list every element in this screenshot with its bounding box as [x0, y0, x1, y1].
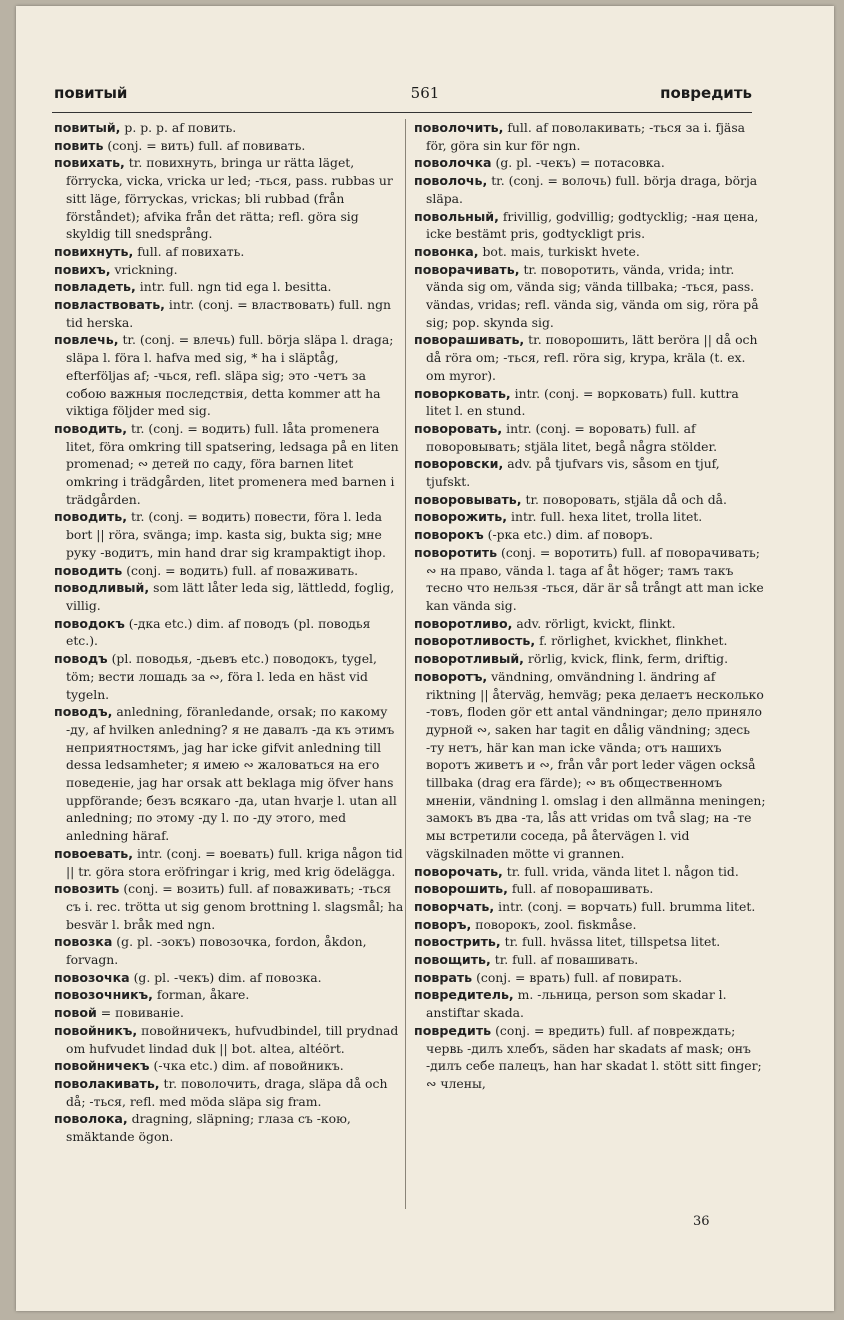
- page-number: 561: [410, 84, 440, 102]
- entry-definition: intr. (conj. = воровать) full. af поворовывать; stjäla litet, begå några stölder.: [426, 420, 718, 454]
- entry-headword: повладеть,: [54, 279, 136, 295]
- dictionary-entry: [54, 845, 406, 880]
- dictionary-entry: [414, 916, 766, 934]
- entry-definition: (g. pl. -чекъ) dim. af повозка.: [133, 969, 322, 985]
- dictionary-entry: [414, 420, 766, 455]
- dictionary-entry: [54, 1075, 406, 1110]
- entry-headword: поворокъ: [414, 527, 484, 543]
- entry-headword: повозка: [54, 934, 113, 950]
- entry-headword: поводъ: [54, 651, 108, 667]
- entry-headword: поворотить: [414, 544, 498, 560]
- entry-definition: f. rörlighet, kvickhet, flinkhet.: [539, 633, 728, 649]
- entry-definition: intr. full. ngn tid ega l. besitta.: [139, 279, 332, 295]
- entry-headword: поворочать,: [414, 863, 503, 879]
- dictionary-entry: [414, 650, 766, 668]
- entry-definition: intr. (conj. = воевать) full. kriga någon tid || tr. göra stora eröfringar i krig, med krig ödelägga.: [66, 845, 403, 879]
- entry-headword: поворожить,: [414, 509, 508, 525]
- entry-headword: повольный,: [414, 208, 499, 224]
- dictionary-entry: [414, 951, 766, 969]
- entry-definition: adv. rörligt, kvickt, flinkt.: [516, 615, 676, 631]
- dictionary-entry: [414, 243, 766, 261]
- entry-definition: tr. поворошить, lätt beröra || då och då röra om; -ться, refl. röra sig, krypa, kräla (t. ex. om myror).: [426, 332, 758, 383]
- entry-headword: повихнуть,: [54, 243, 134, 259]
- entry-definition: = повиваніе.: [100, 1005, 184, 1021]
- entry-headword: повластвовать,: [54, 297, 165, 313]
- entry-headword: поворотливо,: [414, 615, 513, 631]
- dictionary-entry: [54, 261, 406, 279]
- dictionary-entry: [414, 615, 766, 633]
- dictionary-entry: [414, 154, 766, 172]
- column-divider: [405, 119, 406, 1209]
- dictionary-entry: [54, 278, 406, 296]
- dictionary-entry: [54, 880, 406, 933]
- dictionary-entry: [54, 703, 406, 845]
- entry-definition: vrickning.: [114, 261, 178, 277]
- dictionary-entry: [54, 1022, 406, 1057]
- dictionary-entry: [54, 969, 406, 987]
- entry-definition: поворокъ, zool. fiskmåse.: [475, 916, 637, 932]
- dictionary-entry: [414, 526, 766, 544]
- dictionary-page: [16, 6, 834, 1311]
- dictionary-entry: [414, 933, 766, 951]
- entry-headword: повредить: [414, 1022, 492, 1038]
- entry-definition: full. af поворашивать.: [511, 881, 654, 897]
- entry-headword: поводливый,: [54, 580, 150, 596]
- entry-headword: поворашивать,: [414, 332, 525, 348]
- entry-headword: поворовать,: [414, 420, 503, 436]
- entry-headword: поволочить,: [414, 120, 504, 135]
- entry-headword: повощить,: [414, 952, 491, 968]
- header-right-headword: повредить: [660, 84, 752, 102]
- entry-definition: anledning, föranledande, orsak; по какому -ду, af hvilken anledning? я не давалъ -да къ этимъ неприятностямъ, jag har icke gifvit anledning till dessa ledsamheter; я имею ∾ жаловаться на его поведеніе, jag har orsak att beklaga mig öfver hans uppförande; безъ всякаго -да, utan hvarje l. utan all anledning; по этому -ду l. по -ду этого, med anledning häraf.: [66, 704, 397, 844]
- dictionary-entry: [54, 296, 406, 331]
- entry-definition: (pl. поводья, -дьевъ etc.) поводокъ, tygel, töm; вести лошадь за ∾, föra l. leda en häst vid tygeln.: [66, 651, 377, 702]
- entry-headword: поводъ,: [54, 704, 113, 720]
- entry-headword: повозочникъ,: [54, 987, 153, 1003]
- entry-definition: som lätt låter leda sig, lättledd, foglig, villig.: [66, 580, 395, 613]
- entry-headword: поворотъ,: [414, 668, 488, 684]
- dictionary-entry: [54, 562, 406, 580]
- entry-definition: adv. på tjufvars vis, såsom en tjuf, tjufskt.: [426, 456, 720, 490]
- dictionary-entry: [54, 243, 406, 261]
- entry-definition: tr. full. af повашивать.: [494, 952, 639, 968]
- entry-definition: forman, åkare.: [156, 987, 250, 1003]
- dictionary-entry: [414, 261, 766, 332]
- entry-headword: поводить,: [54, 420, 128, 436]
- dictionary-entry: [54, 331, 406, 420]
- entry-headword: поводить,: [54, 509, 128, 525]
- entry-definition: p. p. p. af повить.: [124, 120, 237, 135]
- entry-headword: повозочка: [54, 969, 130, 985]
- entry-headword: поворошить,: [414, 881, 508, 897]
- entry-definition: intr. (conj. = властвовать) full. ngn tid herska.: [66, 297, 391, 330]
- entry-headword: поволочка: [414, 155, 492, 171]
- entry-definition: tr. поворовать, stjäla då och då.: [525, 491, 727, 507]
- header-left-headword: повитый: [54, 84, 128, 102]
- entry-definition: (conj. = возить) full. af поваживать; -ться съ i. rec. trötta ut sig genom brottning l. slagsmål; ha besvär l. bråk med ngn.: [66, 881, 404, 932]
- entry-headword: повлечь,: [54, 332, 119, 348]
- entry-definition: tr. (conj. = водить) full. låta promenera litet, föra omkring till spatsering, ledsaga på en liten promenad; ∾ детей по саду, föra barnen litet omkring i trädgården, litet promenera med barnen i trädgården.: [66, 420, 399, 507]
- entry-headword: поворковать,: [414, 385, 511, 401]
- dictionary-entry: [414, 1022, 766, 1093]
- entry-headword: поводить: [54, 562, 123, 578]
- dictionary-entry: [414, 208, 766, 243]
- entry-headword: поворачивать,: [414, 261, 520, 277]
- entry-definition: frivillig, godvillig; godtycklig; -ная цена, icke bestämt pris, godtyckligt pris.: [426, 208, 759, 242]
- entry-headword: повойничекъ: [54, 1058, 150, 1074]
- entry-definition: vändning, omvändning l. ändring af riktning || återväg, hemväg; река делаетъ несколько -товъ, floden gör ett antal vändningar; дело приняло дурной ∾, saken har tagit en dålig vändning; здесь -ту нетъ, här kan man icke vända; отъ нашихъ воротъ живетъ и ∾, från vår port leder vägen också tillbaka (drag era färde); ∾ въ общественномъ мненіи, vändning l. omslag i den allmänna meningen; замокъ въ два -та, lås att vridas om två slag; на -те мы встретили соседа, på återvägen l. vid vägskilnaden mötte vi grannen.: [426, 668, 766, 861]
- dictionary-entry: [414, 880, 766, 898]
- entry-headword: повонка,: [414, 243, 479, 259]
- dictionary-entry: [414, 385, 766, 420]
- dictionary-entry: [54, 1004, 406, 1022]
- entry-definition: tr. full. hvässa litet, tillspetsa litet.: [504, 934, 721, 950]
- entry-definition: tr. (conj. = волочь) full. börja draga, börja släpa.: [426, 173, 758, 206]
- entry-definition: tr. (conj. = влечь) full. börja släpa l. draga; släpa l. föra l. hafva med sig, * ha i släptåg, efterföljas af; -чься, refl. släpa sig; это -четъ за собою важныя последствія, detta kommer att ha viktiga följder med sig.: [66, 332, 394, 419]
- dictionary-entry: [54, 615, 406, 650]
- entry-definition: tr. повихнуть, bringa ur rätta läget, förrycka, vicka, vricka ur led; -ться, pass. rubbas ur sitt läge, förryckas, vrickas; bli rubbad (från förståndet); afvika från det rätta; refl. göra sig skyldig till snedsprång.: [66, 155, 393, 242]
- entry-headword: поводокъ: [54, 615, 125, 631]
- entry-definition: intr. (conj. = ворчать) full. brumma litet.: [498, 898, 756, 914]
- entry-headword: повредитель,: [414, 987, 514, 1003]
- entry-definition: m. -льница, person som skadar l. anstiftar skada.: [426, 987, 727, 1021]
- entry-headword: поволакивать,: [54, 1075, 160, 1091]
- entry-definition: tr. поворотить, vända, vrida; intr. vända sig om, vända sig; vända tillbaka; -ться, pass. vändas, vridas; refl. vända sig, vända om sig, röra på sig; pop. skynda sig.: [426, 261, 759, 330]
- entry-headword: повойникъ,: [54, 1022, 138, 1038]
- dictionary-entry: [414, 508, 766, 526]
- entry-definition: (g. pl. -зокъ) повозочка, fordon, åkdon, forvagn.: [66, 934, 367, 968]
- entry-headword: поворовски,: [414, 456, 504, 472]
- entry-headword: повить: [54, 137, 104, 153]
- entry-headword: поворъ,: [414, 916, 472, 932]
- entry-headword: поворчать,: [414, 898, 495, 914]
- entry-definition: bot. mais, turkiskt hvete.: [482, 243, 640, 259]
- entry-definition: tr. (conj. = водить) повести, föra l. leda bort || röra, svänga; imp. kasta sig, bukta sig; мне руку -водитъ, min hand drar sig krampaktigt ihop.: [66, 509, 386, 560]
- dictionary-entry: [54, 579, 406, 614]
- dictionary-entry: [54, 137, 406, 155]
- entry-headword: поворотливый,: [414, 651, 524, 667]
- dictionary-entry: [414, 668, 766, 863]
- entry-headword: повоевать,: [54, 845, 134, 861]
- dictionary-entry: [414, 119, 766, 154]
- entry-definition: (conj. = врать) full. af повирать.: [476, 969, 683, 985]
- entry-definition: (conj. = вредить) full. af повреждать; червь -дилъ хлебъ, säden har skadats af mask; онъ -дилъ себе палецъ, han har skadat l. stött sitt finger; ∾ члены,: [426, 1022, 762, 1091]
- left-column: [54, 119, 406, 1146]
- entry-headword: поволочь,: [414, 173, 488, 189]
- entry-definition: (g. pl. -чекъ) = потасовка.: [495, 155, 665, 171]
- entry-definition: rörlig, kvick, flink, ferm, driftig.: [527, 651, 729, 667]
- entry-definition: (conj. = водить) full. af поваживать.: [126, 562, 359, 578]
- entry-definition: full. af повихать.: [137, 243, 245, 259]
- entry-definition: intr. full. hexa litet, trolla litet.: [511, 509, 703, 525]
- right-column: [414, 119, 766, 1093]
- entry-definition: (-чка etc.) dim. af повойникъ.: [153, 1058, 344, 1074]
- running-header: [16, 84, 834, 108]
- dictionary-entry: [414, 455, 766, 490]
- dictionary-entry: [54, 986, 406, 1004]
- entry-headword: повихать,: [54, 155, 125, 171]
- dictionary-entry: [54, 420, 406, 509]
- dictionary-entry: [414, 632, 766, 650]
- entry-definition: (-дка etc.) dim. af поводъ (pl. поводья etc.).: [66, 615, 371, 649]
- entry-headword: повой: [54, 1005, 97, 1021]
- entry-definition: (conj. = воротить) full. af поворачивать; ∾ на право, vända l. taga af åt höger; тамъ такъ тесно что нельзя -ться, där är så trångt att man icke kan vända sig.: [426, 544, 764, 613]
- entry-definition: tr. поволочить, draga, släpa då och då; -ться, refl. med möda släpa sig fram.: [66, 1075, 388, 1109]
- entry-headword: поврать: [414, 969, 473, 985]
- dictionary-entry: [414, 544, 766, 615]
- dictionary-entry: [414, 331, 766, 384]
- entry-headword: поволока,: [54, 1111, 128, 1127]
- entry-definition: tr. full. vrida, vända litet l. någon tid.: [506, 863, 739, 879]
- entry-headword: повозить: [54, 881, 120, 897]
- entry-definition: intr. (conj. = ворковать) full. kuttra litet l. en stund.: [426, 385, 739, 419]
- dictionary-entry: [414, 969, 766, 987]
- dictionary-entry: [414, 986, 766, 1021]
- dictionary-entry: [54, 1110, 406, 1145]
- dictionary-entry: [54, 154, 406, 243]
- entry-definition: (-рка etc.) dim. af поворъ.: [487, 527, 653, 543]
- dictionary-entry: [54, 119, 406, 137]
- entry-headword: повихъ,: [54, 261, 111, 277]
- entry-definition: (conj. = вить) full. af повивать.: [107, 137, 306, 153]
- dictionary-entry: [414, 898, 766, 916]
- dictionary-entry: [54, 933, 406, 968]
- entry-headword: повитый,: [54, 120, 121, 135]
- entry-definition: повойничекъ, hufvudbindel, till prydnad om hufvudet lindad duk || bot. altea, altéört.: [66, 1022, 399, 1056]
- dictionary-entry: [54, 1057, 406, 1075]
- entry-headword: поворотливость,: [414, 633, 536, 649]
- entry-definition: dragning, släpning; глаза съ -кою, smäktande ögon.: [66, 1111, 351, 1145]
- header-rule: [52, 112, 752, 113]
- dictionary-entry: [414, 863, 766, 881]
- dictionary-entry: [54, 650, 406, 703]
- entry-definition: full. af поволакивать; -ться за i. fjäsa för, göra sin kur för ngn.: [426, 120, 746, 153]
- entry-headword: повострить,: [414, 934, 501, 950]
- signature-mark: 36: [693, 1214, 710, 1229]
- dictionary-entry: [414, 172, 766, 207]
- dictionary-entry: [414, 491, 766, 509]
- entry-headword: поворовывать,: [414, 491, 522, 507]
- dictionary-entry: [54, 508, 406, 561]
